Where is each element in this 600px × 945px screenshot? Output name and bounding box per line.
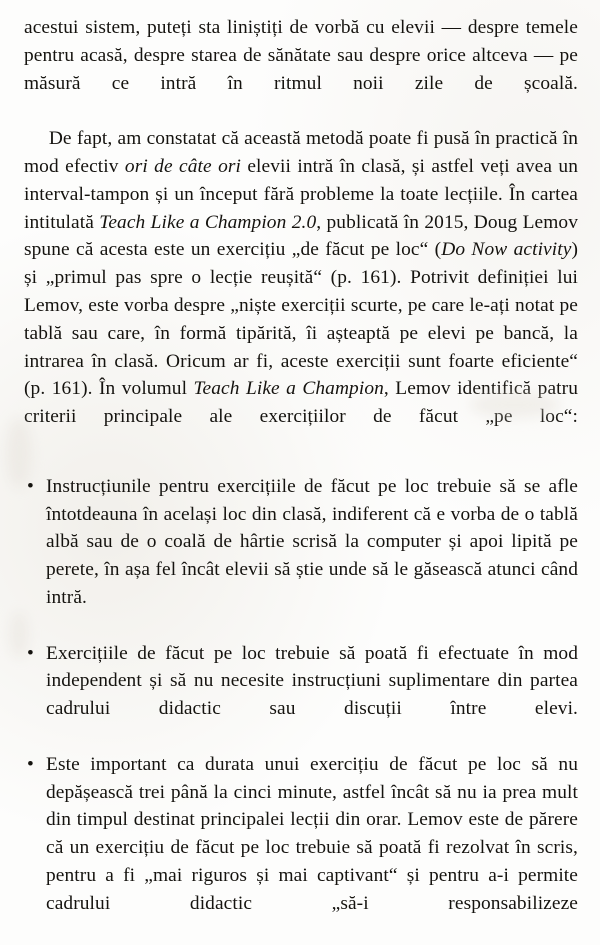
italic-title-run: Teach Like a Champion bbox=[193, 378, 384, 400]
text-run: ) și „primul pas spre o lecție reușită“ (p. 161). Potrivit definiției lui Lemov, este vorba despre „niște exerciții scurte, pe care le-ați notat pe tablă sau care, în formă tipărită, îi așteaptă pe elevi pe bancă, la intrarea în clasă. Oricum ar fi, aceste exerciții sunt foarte eficiente“ (p. 161). În volumul bbox=[24, 239, 578, 400]
bullet-icon: • bbox=[27, 642, 34, 664]
page-text-block bbox=[24, 14, 578, 945]
criterion-location bbox=[27, 473, 578, 640]
list-item-text: Exercițiile de făcut pe loc trebuie să poată fi efectuate în mod independent și să nu necesite instrucțiuni suplimentare din partea cadrului didactic sau discuții între elevi. bbox=[46, 642, 578, 720]
italic-title-run: Teach Like a Champion 2.0 bbox=[99, 211, 317, 233]
criterion-duration bbox=[27, 751, 578, 945]
italic-title-run: Do Now activity bbox=[441, 239, 572, 261]
text-run: De fapt, am constatat că această metodă poate fi pusă în practică în mod efectiv bbox=[24, 128, 578, 177]
paragraph-list bbox=[24, 14, 578, 459]
criterion-independence bbox=[27, 640, 578, 751]
list-item-text: Instrucțiunile pentru exercițiile de făcut pe loc trebuie să se afle întotdeauna în același loc din clasă, indiferent că e vorba de o tablă albă sau de o coală de hârtie scrisă la computer și apoi lipită pe perete, în așa fel încât elevii să știe unde să le găsească atunci când intră. bbox=[46, 475, 578, 608]
bullet-icon: • bbox=[27, 475, 34, 497]
paragraph-do-now bbox=[24, 125, 578, 459]
italic-title-run: ori de câte ori bbox=[124, 155, 241, 177]
text-run: acestui sistem, puteți sta liniștiți de vorbă cu elevii — despre temele pentru acasă, despre starea de sănătate sau despre orice altceva — pe măsură ce intră în ritmul noii zile de școală. bbox=[24, 17, 578, 94]
text-run: elevii intră în clasă, și astfel veți avea un interval-tampon și un început fără probleme la toate lecțiile. În cartea intitulată bbox=[24, 155, 578, 233]
criteria-list bbox=[24, 473, 578, 945]
text-run: , Lemov identifică patru criterii principale ale exercițiilor de făcut „pe loc“: bbox=[24, 378, 578, 428]
paragraph-continuation bbox=[24, 14, 578, 125]
list-item-text: Este important ca durata unui exercițiu de făcut pe loc să nu depășească trei până la cinci minute, astfel încât să nu ia prea mult din timpul destinat principalei lecții din orar. Lemov este de părere că un exercițiu de făcut pe loc trebuie să poată fi rezolvat în scris, pentru a fi „mai riguros și mai captivant“ și pentru a-i permite cadrului didactic „să-i responsabilizeze bbox=[46, 753, 578, 914]
bullet-icon: • bbox=[27, 753, 34, 775]
text-run: , publicată în 2015, Doug Lemov spune că acesta este un exercițiu „de făcut pe loc“ ( bbox=[24, 211, 578, 261]
